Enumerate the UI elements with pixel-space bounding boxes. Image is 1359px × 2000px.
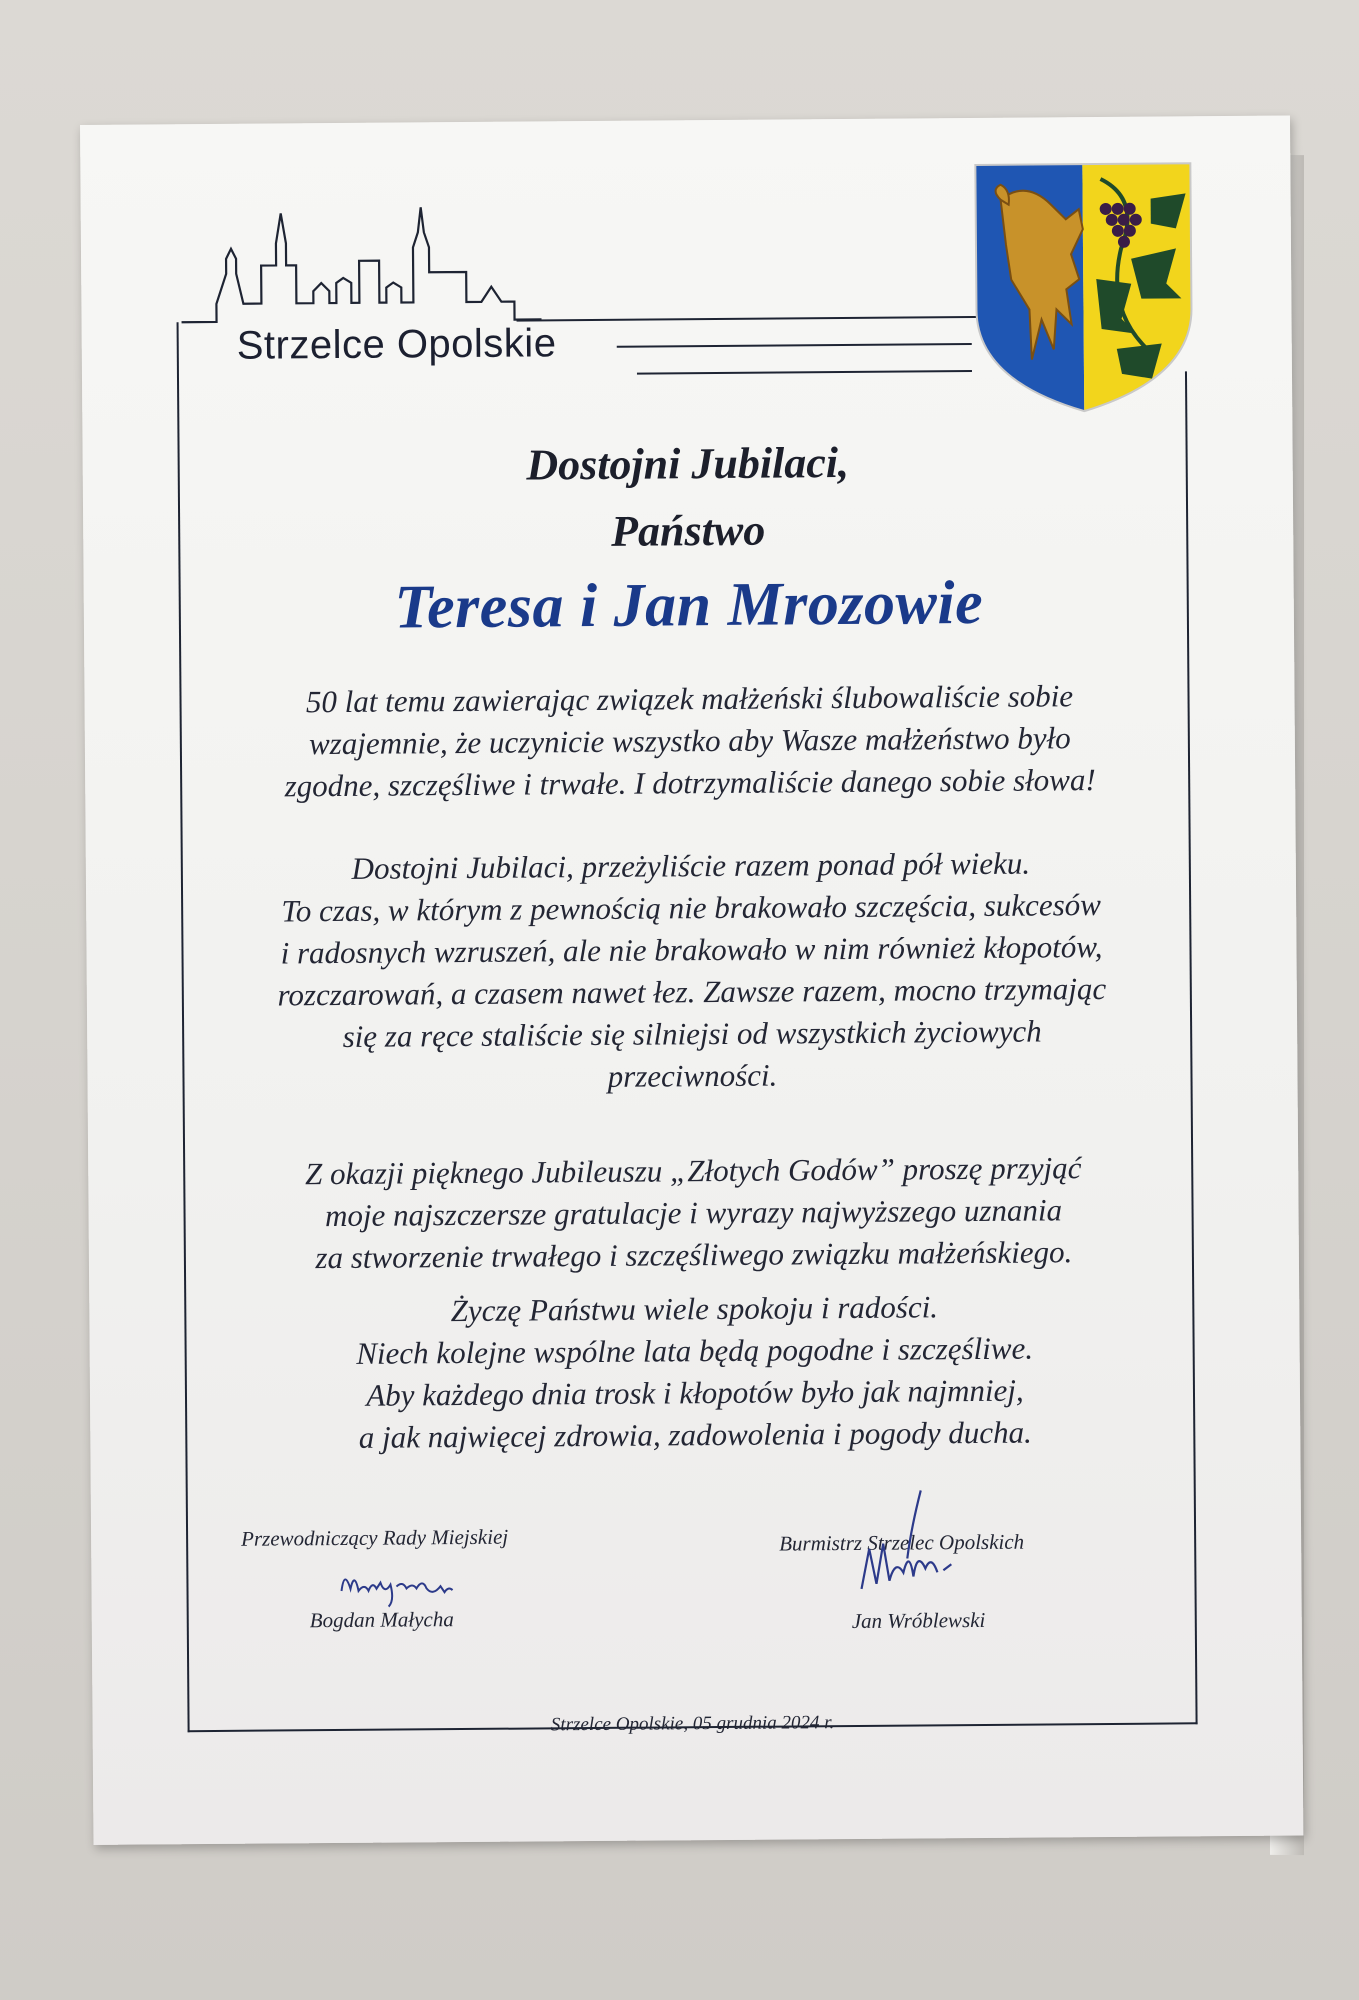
- coat-of-arms-icon: [970, 158, 1197, 415]
- paragraph-line: To czas, w którym z pewnością nie brakowało szczęścia, sukcesów: [281, 887, 1102, 929]
- paragraph-4: [89, 1283, 1300, 1460]
- right-handwritten-signature: [851, 1488, 992, 1599]
- paragraph-line: Niech kolejne wspólne lata będą pogodne i szczęśliwe.: [356, 1330, 1034, 1371]
- paragraph-2: [86, 840, 1298, 1101]
- jubilee-names: Teresa i Jan Mrozowie: [394, 568, 984, 642]
- paragraph-line: i radosnych wzruszeń, ale nie brakowało w nim również kłopotów,: [280, 928, 1103, 971]
- paragraph-line: przeciwności.: [607, 1057, 778, 1094]
- paragraph-line: 50 lat temu zawierając związek małżeński ślubowaliście sobie: [305, 678, 1074, 720]
- left-signatory-title: Przewodniczący Rady Miejskiej: [241, 1524, 509, 1551]
- certificate-paper: [80, 115, 1303, 1844]
- right-signatory-title: Burmistrz Strzelec Opolskich: [779, 1529, 1025, 1556]
- paragraph-line: za stworzenie trwałego i szczęśliwego związku małżeńskiego.: [315, 1234, 1073, 1276]
- date-place: Strzelce Opolskie, 05 grudnia 2024 r.: [550, 1712, 835, 1736]
- paragraph-line: Życzę Państwu wiele spokoju i radości.: [450, 1289, 939, 1329]
- greeting-line-1: Dostojni Jubilaci,: [526, 437, 850, 490]
- town-skyline-icon: [181, 201, 542, 324]
- paragraph-line: a jak najwięcej zdrowia, zadowolenia i pogody ducha.: [358, 1414, 1032, 1455]
- left-handwritten-signature: [336, 1560, 466, 1611]
- paragraph-line: moje najszczersze gratulacje i wyrazy najwyższego uznania: [324, 1192, 1063, 1234]
- paragraph-line: Z okazji pięknego Jubileuszu „Złotych Godów” proszę przyjąć: [304, 1150, 1082, 1192]
- paragraph-line: rozczarowań, a czasem nawet łez. Zawsze razem, mocno trzymając: [277, 970, 1107, 1013]
- town-name: Strzelce Opolskie: [236, 321, 557, 368]
- paragraph-3: [88, 1145, 1299, 1280]
- greeting-line-2: Państwo: [610, 505, 766, 556]
- paragraph-1: [84, 673, 1295, 808]
- paragraph-line: wzajemnie, że uczynicie wszystko aby Wasze małżeństwo było: [308, 720, 1071, 762]
- paragraph-line: Dostojni Jubilaci, przeżyliście razem ponad pół wieku.: [351, 845, 1031, 886]
- left-signatory-name: Bogdan Małycha: [309, 1607, 454, 1633]
- paragraph-line: Aby każdego dnia trosk i kłopotów było jak najmniej,: [366, 1372, 1024, 1413]
- paragraph-line: się za ręce staliście się silniejsi od wszystkich życiowych: [342, 1013, 1042, 1054]
- header-line-1: [517, 316, 1007, 322]
- header-line-3: [637, 370, 972, 375]
- header-line-2: [617, 343, 972, 348]
- paragraph-line: zgodne, szczęśliwe i trwałe. I dotrzymaliście danego sobie słowa!: [284, 762, 1096, 804]
- right-signatory-name: Jan Wróblewski: [851, 1607, 986, 1633]
